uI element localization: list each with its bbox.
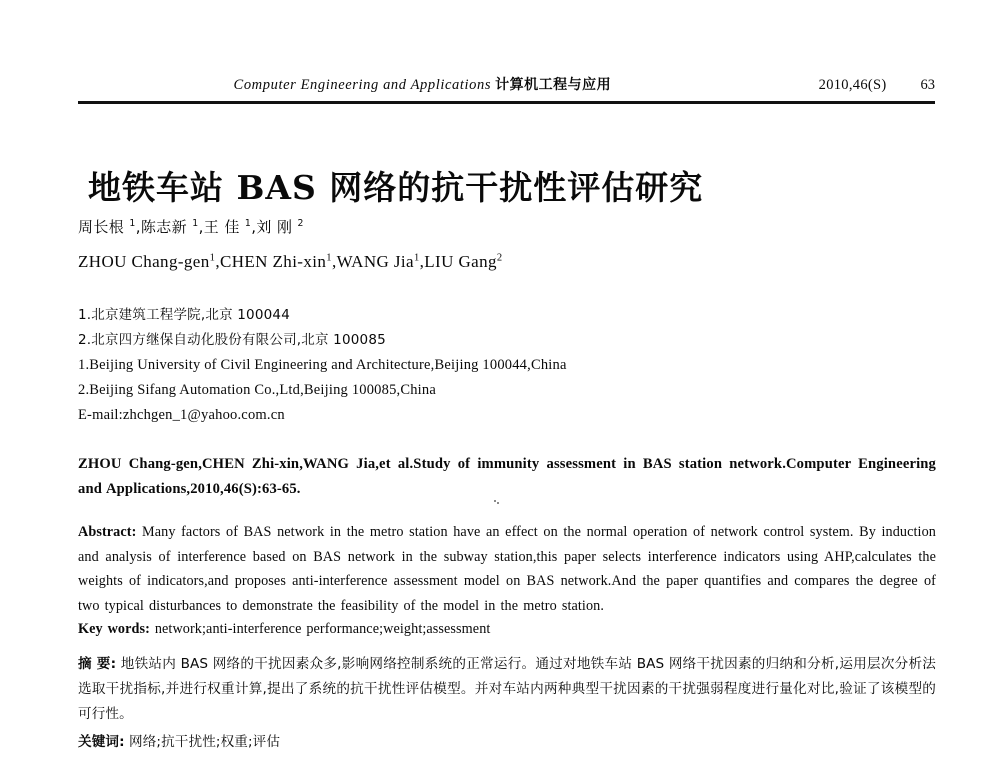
journal-title-cn: 计算机工程与应用 bbox=[495, 77, 612, 93]
authors-english-text: ZHOU Chang-gen$^1$,CHEN Zhi-xin$^1$,WANG Jia$^1$,LIU Gang$^2$ bbox=[78, 252, 503, 271]
affiliation-line: 2.北京四方继保自动化股份有限公司,北京 100085 bbox=[78, 332, 386, 348]
abstract-body-chinese: 地铁站内 BAS 网络的干扰因素众多,影响网络控制系统的正常运行。通过对地铁车站 BAS 网络干扰因素的归纳和分析,运用层次分析法选取干扰指标,并进行权重计算,提出了系统的抗干扰性评估模型。并对车站内两种典型干扰因素的干扰强弱程度进行量化对比,验证了该模型的可行性。 bbox=[78, 656, 936, 722]
journal-title-en: Computer Engineering and Applications bbox=[233, 77, 492, 93]
keywords-label-chinese: 关键词: bbox=[78, 734, 125, 750]
affiliation-line: 1.Beijing University of Civil Engineering and Architecture,Beijing 100044,China bbox=[78, 357, 567, 373]
abstract-chinese bbox=[78, 652, 936, 727]
running-head-journal bbox=[78, 74, 819, 94]
email-line: E-mail:zhchgen_1@yahoo.com.cn bbox=[78, 407, 285, 423]
keywords-body-chinese: 网络;抗干扰性;权重;评估 bbox=[129, 734, 281, 750]
running-head bbox=[78, 74, 935, 98]
paper-title: 地铁车站 BAS 网络的抗干扰性评估研究 bbox=[88, 168, 704, 208]
authors-chinese-text: 周长根 $^1$,陈志新 $^1$,王 佳 $^1$,刘 刚 $^2$ bbox=[78, 218, 304, 236]
affiliation-line: 1.北京建筑工程学院,北京 100044 bbox=[78, 307, 290, 323]
keywords-chinese bbox=[78, 730, 936, 754]
citation-block: ZHOU Chang-gen,CHEN Zhi-xin,WANG Jia,et al.Study of immunity assessment in BAS station network.Computer Engineering and Applications,2010,46(S):63-65. bbox=[78, 456, 936, 497]
authors-english bbox=[78, 252, 503, 272]
keywords-body-english: network;anti-interference performance;weight;assessment bbox=[154, 621, 491, 637]
abstract-body-english: Many factors of BAS network in the metro station have an effect on the normal operation of network control system. By induction and analysis of interference based on BAS network in the subway station,this paper selects interference indicators using AHP,calculates the weights of indicators,and proposes anti-interference assessment model on BAS network.And the paper quantifies and compares the degree of two typical disturbances to demonstrate the feasibility of the model in the metro station. bbox=[78, 524, 936, 614]
keywords-label-english: Key words: bbox=[78, 621, 150, 637]
abstract-english bbox=[78, 520, 936, 618]
abstract-label-chinese: 摘 要: bbox=[78, 656, 117, 672]
abstract-label-english: Abstract: bbox=[78, 524, 137, 540]
scan-speck bbox=[494, 500, 496, 502]
page-number: 63 bbox=[920, 77, 935, 93]
affiliation-line: 2.Beijing Sifang Automation Co.,Ltd,Beijing 100085,China bbox=[78, 382, 436, 398]
header-divider-rule bbox=[78, 101, 935, 104]
issue-identifier: 2010,46(S) bbox=[818, 77, 887, 93]
affiliation-block bbox=[78, 303, 918, 428]
keywords-english bbox=[78, 617, 936, 641]
authors-chinese bbox=[78, 216, 304, 237]
scan-speck bbox=[497, 502, 499, 504]
